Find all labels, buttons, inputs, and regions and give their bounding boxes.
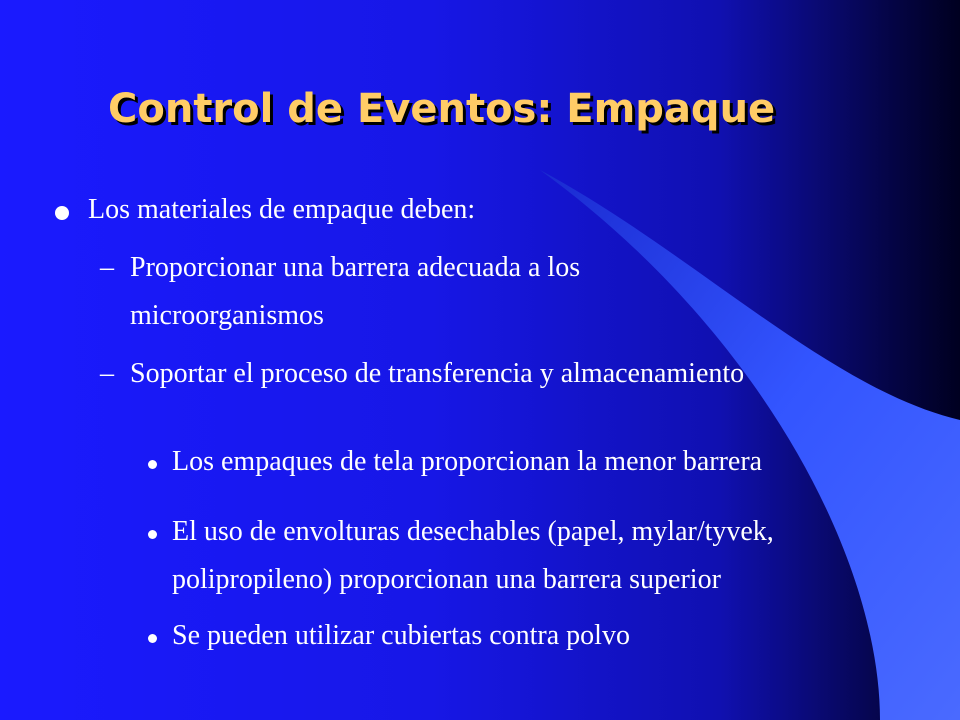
- third-item-3-text: Se pueden utilizar cubiertas contra polvo: [172, 620, 630, 651]
- bullet-main-text: Los materiales de empaque deben:: [88, 194, 476, 225]
- sub-bullet-dot: [148, 634, 157, 643]
- sub-bullet-dot: [148, 530, 157, 539]
- sub-item-2-line-1: Soportar el proceso de transferencia y almacenamiento: [130, 358, 745, 389]
- third-item-2-line-1: El uso de envolturas desechables (papel, mylar/tyvek,: [172, 516, 774, 547]
- third-item-2-line-2: polipropileno) proporcionan una barrera superior: [172, 564, 721, 595]
- sub-item-1-line-1: Proporcionar una barrera adecuada a los: [130, 252, 581, 283]
- third-item-1-text: Los empaques de tela proporcionan la menor barrera: [172, 446, 763, 477]
- sub-item-1-line-2: microorganismos: [130, 300, 324, 331]
- sub-item-dash: –: [100, 252, 114, 283]
- slide-title: Control de Eventos: Empaque: [108, 86, 776, 132]
- sub-bullet-dot: [148, 460, 157, 469]
- bullet-dot: [55, 206, 69, 220]
- sub-item-dash: –: [100, 358, 114, 389]
